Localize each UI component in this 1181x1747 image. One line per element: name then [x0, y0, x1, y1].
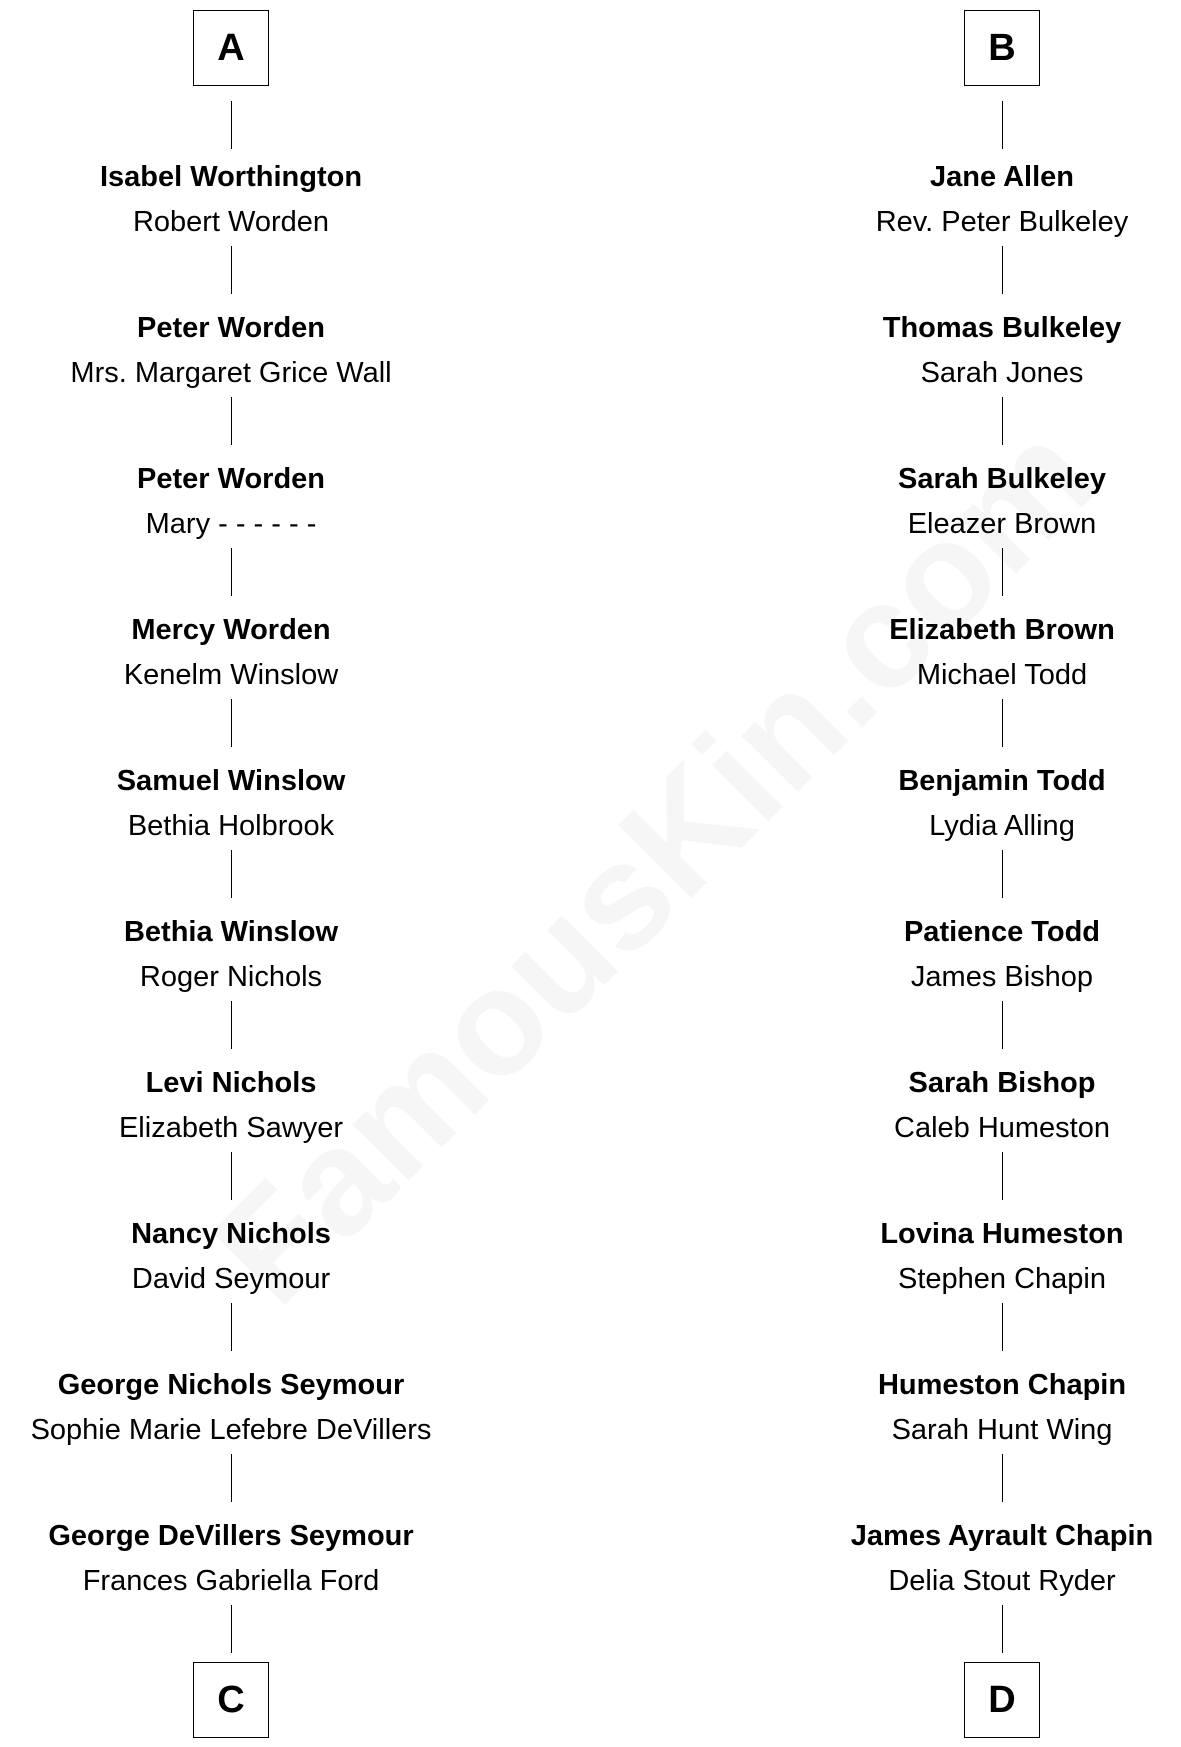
spouse-name: Michael Todd: [916, 659, 1088, 691]
connector-line: [1002, 101, 1003, 149]
ancestor-name: Lovina Humeston: [880, 1218, 1124, 1250]
ancestor-name: Isabel Worthington: [99, 161, 363, 193]
spouse-name: Mary - - - - - -: [145, 508, 317, 540]
ancestor-name: Jane Allen: [930, 161, 1074, 193]
ancestor-name: George Nichols Seymour: [57, 1369, 405, 1401]
connector-line: [1002, 397, 1003, 445]
spouse-name: Rev. Peter Bulkeley: [875, 206, 1129, 238]
ancestor-name: Levi Nichols: [145, 1067, 317, 1099]
connector-line: [1002, 246, 1003, 294]
spouse-name: Sophie Marie Lefebre DeVillers: [30, 1414, 432, 1446]
spouse-name: Robert Worden: [132, 206, 330, 238]
spouse-name: Kenelm Winslow: [123, 659, 339, 691]
connector-line: [231, 1303, 232, 1351]
spouse-name: Bethia Holbrook: [127, 810, 335, 842]
connector-line: [1002, 1001, 1003, 1049]
ancestor-name: George DeVillers Seymour: [48, 1520, 414, 1552]
connector-line: [1002, 850, 1003, 898]
connector-line: [231, 850, 232, 898]
spouse-name: Stephen Chapin: [898, 1263, 1106, 1295]
connector-line: [1002, 1454, 1003, 1502]
top-label-box: B: [964, 10, 1040, 86]
ancestor-name: Peter Worden: [136, 463, 326, 495]
spouse-name: Roger Nichols: [139, 961, 323, 993]
spouse-name: Sarah Jones: [920, 357, 1084, 389]
connector-line: [231, 101, 232, 149]
spouse-name: Lydia Alling: [929, 810, 1075, 842]
ancestor-name: Elizabeth Brown: [889, 614, 1115, 646]
spouse-name: Sarah Hunt Wing: [891, 1414, 1113, 1446]
connector-line: [231, 699, 232, 747]
ancestor-name: Nancy Nichols: [131, 1218, 331, 1250]
spouse-name: James Bishop: [910, 961, 1094, 993]
spouse-name: Mrs. Margaret Grice Wall: [70, 357, 392, 389]
ancestor-name: Humeston Chapin: [877, 1369, 1127, 1401]
watermark: [180, 436, 1080, 1336]
spouse-name: Delia Stout Ryder: [888, 1565, 1116, 1597]
connector-line: [1002, 699, 1003, 747]
connector-line: [231, 397, 232, 445]
bottom-label-box: C: [193, 1662, 269, 1738]
connector-line: [1002, 548, 1003, 596]
ancestor-name: Patience Todd: [903, 916, 1101, 948]
top-label-box: A: [193, 10, 269, 86]
connector-line: [231, 548, 232, 596]
connector-line: [231, 1605, 232, 1653]
spouse-name: Caleb Humeston: [894, 1112, 1110, 1144]
bottom-label-box: D: [964, 1662, 1040, 1738]
ancestor-name: Bethia Winslow: [123, 916, 339, 948]
spouse-name: David Seymour: [131, 1263, 331, 1295]
connector-line: [231, 1152, 232, 1200]
ancestor-name: Samuel Winslow: [116, 765, 346, 797]
ancestor-name: Thomas Bulkeley: [882, 312, 1122, 344]
ancestor-name: Benjamin Todd: [898, 765, 1106, 797]
connector-line: [1002, 1605, 1003, 1653]
connector-line: [1002, 1303, 1003, 1351]
ancestor-name: Sarah Bulkeley: [898, 463, 1106, 495]
connector-line: [1002, 1152, 1003, 1200]
ancestor-name: Peter Worden: [136, 312, 326, 344]
ancestor-name: Mercy Worden: [131, 614, 331, 646]
spouse-name: Elizabeth Sawyer: [118, 1112, 344, 1144]
connector-line: [231, 1454, 232, 1502]
spouse-name: Eleazer Brown: [907, 508, 1097, 540]
ancestor-name: James Ayrault Chapin: [850, 1520, 1154, 1552]
spouse-name: Frances Gabriella Ford: [82, 1565, 380, 1597]
connector-line: [231, 246, 232, 294]
connector-line: [231, 1001, 232, 1049]
ancestor-name: Sarah Bishop: [908, 1067, 1096, 1099]
